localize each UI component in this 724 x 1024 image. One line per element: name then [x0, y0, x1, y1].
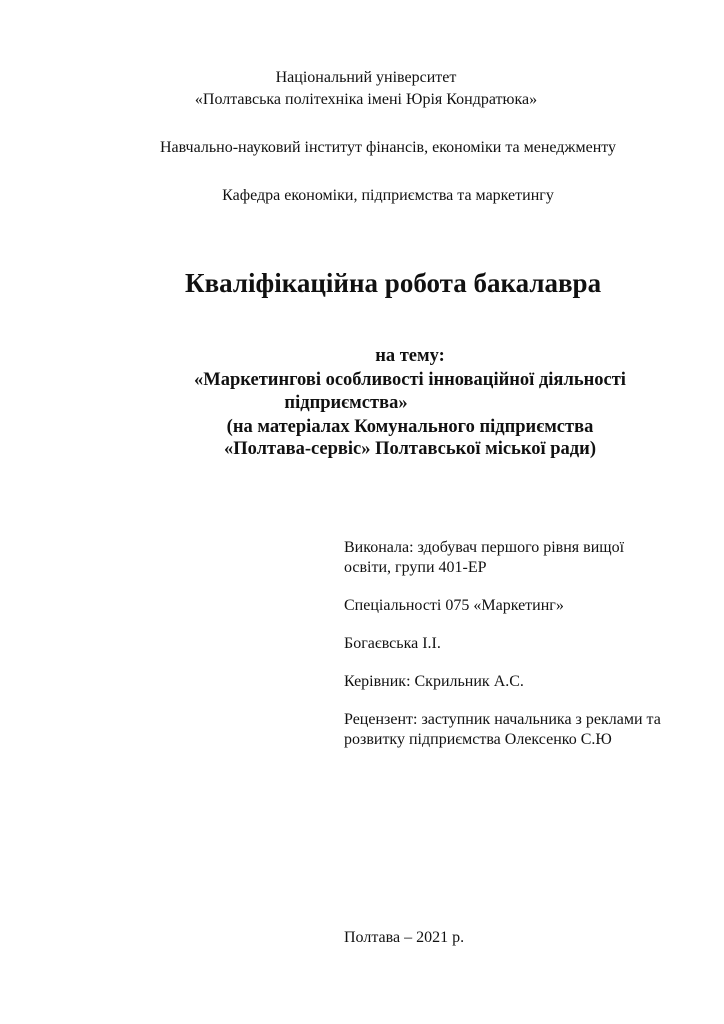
topic-line1: «Маркетингові особливості інноваційної діяльності — [194, 370, 626, 390]
materials-line1: (на матеріалах Комунального підприємства — [226, 417, 594, 437]
materials-line2: «Полтава-сервіс» Полтавської міської ради) — [223, 439, 596, 459]
student-name: Богаєвська І.І. — [344, 635, 441, 652]
topic-line2: підприємства» — [284, 393, 408, 413]
university-name-line1: Національний університет — [275, 69, 457, 86]
university-name-line2: «Полтавська політехніка імені Юрія Кондратюка» — [194, 91, 538, 108]
department-name: Кафедра економіки, підприємства та маркетингу — [222, 187, 554, 204]
work-type-title: Кваліфікаційна робота бакалавра — [185, 268, 602, 298]
supervisor: Керівник: Скрильник А.С. — [344, 673, 524, 690]
topic-label: на тему: — [375, 346, 445, 366]
author-info-block — [344, 538, 694, 768]
reviewer — [344, 710, 694, 750]
institute-name: Навчально-науковий інститут фінансів, економіки та менеджменту — [159, 139, 617, 156]
city-year: Полтава – 2021 р. — [344, 929, 465, 946]
performed-by-line1: Виконала: здобувач першого рівня вищої — [344, 539, 625, 556]
performed-by-line2: освіти, групи 401-ЕР — [344, 559, 487, 576]
specialty: Спеціальності 075 «Маркетинг» — [344, 597, 564, 614]
reviewer-line1: Рецензент: заступник начальника з реклами та — [344, 711, 661, 728]
performed-by — [344, 538, 694, 578]
reviewer-line2: розвитку підприємства Олексенко С.Ю — [344, 731, 612, 748]
